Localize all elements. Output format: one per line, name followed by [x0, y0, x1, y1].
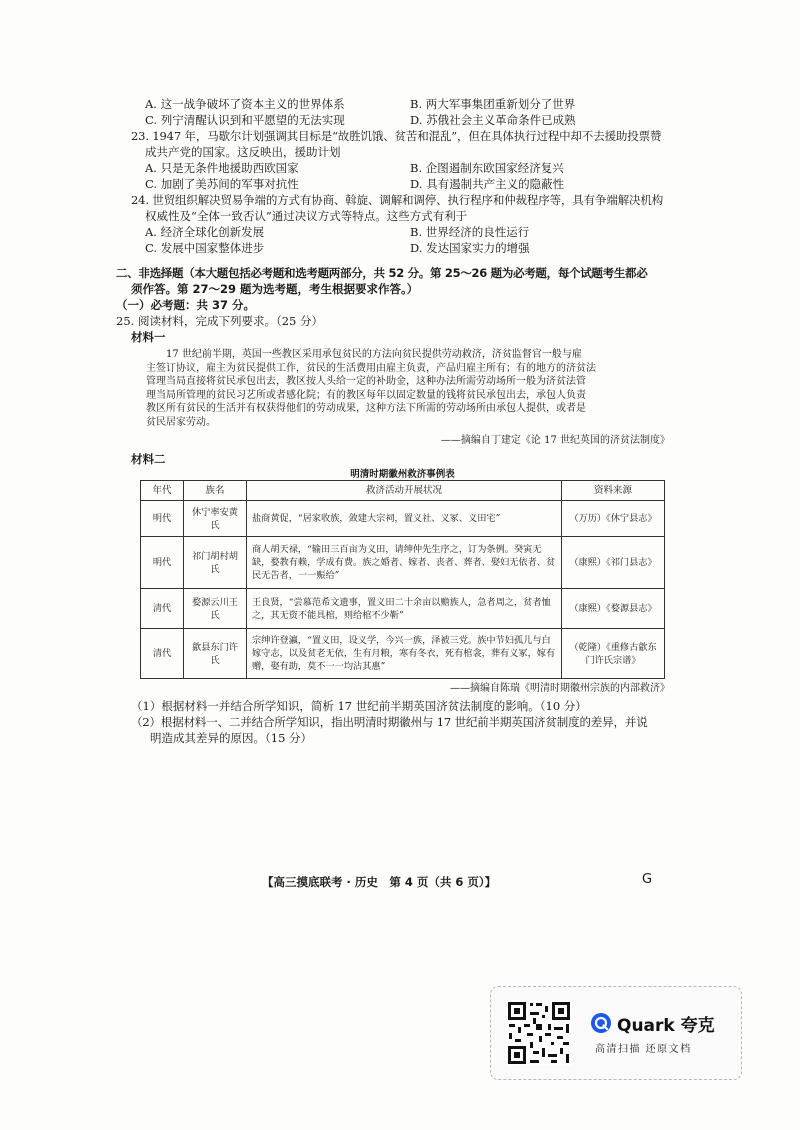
q24-option-b: B. 世界经济的良性运行 [410, 225, 530, 239]
q25-requirement-2-line1: （2）根据材料一、二并结合所学知识，指出明清时期徽州与 17 世纪前半期英国济贫制度的差异，并说 [131, 715, 648, 729]
table-cell-source: （康熙）《祁门县志》 [562, 537, 665, 589]
q23-option-c: C. 加剧了美苏间的军事对抗性 [145, 177, 299, 191]
table-cell-clan: 祁门胡村胡氏 [184, 537, 247, 589]
table-cell-activity: 商人胡天禄，“输田三百亩为义田，请绅仲先生序之，订为条例。癸寅无缺，婺教有赖，学成有费。族之婚者、嫁者、丧者、葬者、娶妇无依者、贫民无告者，一一赈给” [247, 537, 562, 589]
q24-option-d: D. 发达国家实力的增强 [410, 241, 530, 255]
q22-option-a: A. 这一战争破坏了资本主义的世界体系 [145, 97, 345, 111]
page-footer: 【高三摸底联考 · 历史 第 4 页（共 6 页）】 [262, 875, 497, 889]
relief-table [140, 480, 665, 679]
q23-stem-line2: 成共产党的国家。这反映出，援助计划 [145, 145, 341, 159]
table-header-cell: 资料来源 [562, 481, 665, 501]
material2-label: 材料二 [131, 452, 166, 466]
section2-heading-line2: 须作答。第 27～29 题为选考题，考生根据要求作答。） [131, 282, 419, 296]
table-cell-clan: 婺源云川王氏 [184, 589, 247, 629]
q23-option-d: D. 具有遏制共产主义的隐蔽性 [410, 177, 565, 191]
table-header-cell: 族名 [184, 481, 247, 501]
table-row [141, 589, 665, 629]
table-cell-source: （万历）《休宁县志》 [562, 501, 665, 537]
table-cell-activity: 盐商黄促，“居家收族，敛建大宗祠，置义社、义冢、义田宅” [247, 501, 562, 537]
material1-label: 材料一 [131, 330, 166, 344]
table-cell-era: 清代 [141, 629, 184, 679]
quark-logo-icon [590, 1012, 612, 1034]
paper-code: G [642, 872, 653, 887]
q22-option-d: D. 苏俄社会主义革命条件已成熟 [410, 113, 576, 127]
table-title: 明清时期徽州救济事例表 [350, 469, 455, 480]
table-header-cell: 年代 [141, 481, 184, 501]
qr-code-icon [506, 1000, 572, 1066]
q24-stem-line2: 权威性及“全体一致否认”通过决议方式等特点。这些方式有利于 [145, 209, 468, 223]
table-cell-era: 清代 [141, 589, 184, 629]
material1-line: 贫民居家劳动。 [146, 416, 216, 428]
table-row [141, 537, 665, 589]
q22-option-c: C. 列宁清醒认识到和平愿望的无法实现 [145, 113, 345, 127]
material1-text [146, 348, 671, 429]
table-cell-clan: 休宁率安黄氏 [184, 501, 247, 537]
table-row [141, 501, 665, 537]
table-cell-source: （乾隆）《重修古歙东门许氏宗谱》 [562, 629, 665, 679]
q25-stem: 25. 阅读材料，完成下列要求。（25 分） [116, 314, 323, 328]
material1-line: 理当局所管理的贫民习艺所或者感化院；有的教区每年以固定数量的钱将贫民承包出去，承包人负责 [146, 389, 586, 401]
quark-slogan: 高清扫描 还原文档 [595, 1044, 692, 1055]
q24-stem-line1: 24. 世贸组织解决贸易争端的方式有协商、斡旋、调解和调停、执行程序和仲裁程序等，具有争端解决机构 [131, 193, 664, 207]
table-cell-clan: 歙县东门许氏 [184, 629, 247, 679]
quark-brand: Quark 夸克 [617, 1016, 715, 1036]
q25-requirement-2-line2: 明造成其差异的原因。（15 分） [150, 731, 313, 745]
material2-source: ——摘编自陈瑞《明清时期徽州宗族的内部救济》 [450, 683, 670, 694]
q24-option-a: A. 经济全球化创新发展 [145, 225, 265, 239]
material1-line: 教区所有贫民的生活并有权获得他们的劳动成果，这种方法下所需的劳动场所由承包人提供，或者是 [146, 403, 586, 414]
section2-heading-line1: 二、非选择题（本大题包括必考题和选考题两部分，共 52 分。第 25～26 题为必考题，每个试题考生都必 [116, 266, 648, 280]
table-cell-era: 明代 [141, 501, 184, 537]
q23-option-b: B. 企图遏制东欧国家经济复兴 [410, 161, 564, 175]
q24-option-c: C. 发展中国家整体进步 [145, 241, 265, 255]
material1-line: 管理当局直接将贫民承包出去，教区按人头给一定的补助金，这种办法所需劳动场所一般为济贫法管 [146, 376, 586, 387]
table-header-cell: 救济活动开展状况 [247, 481, 562, 501]
table-cell-activity: 宗绅许登瀛，“置义田，设义学，今兴一族，泽被三党。族中节妇孤儿与白嫁守志，以及贫老无依，生有月粮，寒有冬衣，死有棺衾，葬有义冢，嫁有赠，娶有助，莫不一一均沾其惠” [247, 629, 562, 679]
q22-option-b: B. 两大军事集团重新划分了世界 [410, 97, 576, 111]
table-cell-source: （康熙）《婺源县志》 [562, 589, 665, 629]
table-header-row [141, 481, 665, 501]
material1-source: ——摘编自丁建定《论 17 世纪英国的济贫法制度》 [440, 435, 670, 446]
q23-stem-line1: 23. 1947 年，马歇尔计划强调其目标是“故胜饥饿、贫苦和混乱”，但在具体执行过程中却不去援助投票赞 [131, 129, 662, 143]
table-cell-activity: 王良贤，“尝慕范希文遗事，置义田二十余亩以赡族人，急者周之，贫者恤之，其无资不能具棺，则给棺不少靳” [247, 589, 562, 629]
table-row [141, 629, 665, 679]
q23-option-a: A. 只是无条件地援助西欧国家 [145, 161, 299, 175]
section2-subheading: （一）必考题：共 37 分。 [116, 298, 256, 312]
material1-line: 17 世纪前半期，英国一些教区采用承包贫民的方法向贫民提供劳动救济，济贫监督官一般与雇 [166, 349, 582, 360]
table-cell-era: 明代 [141, 537, 184, 589]
q25-requirement-1: （1）根据材料一并结合所学知识，简析 17 世纪前半期英国济贫法制度的影响。（10 分） [131, 699, 587, 713]
material1-line: 主签订协议，雇主为贫民提供工作，贫民的生活费用由雇主负责，产品归雇主所有；有的地方的济贫法 [146, 362, 596, 374]
